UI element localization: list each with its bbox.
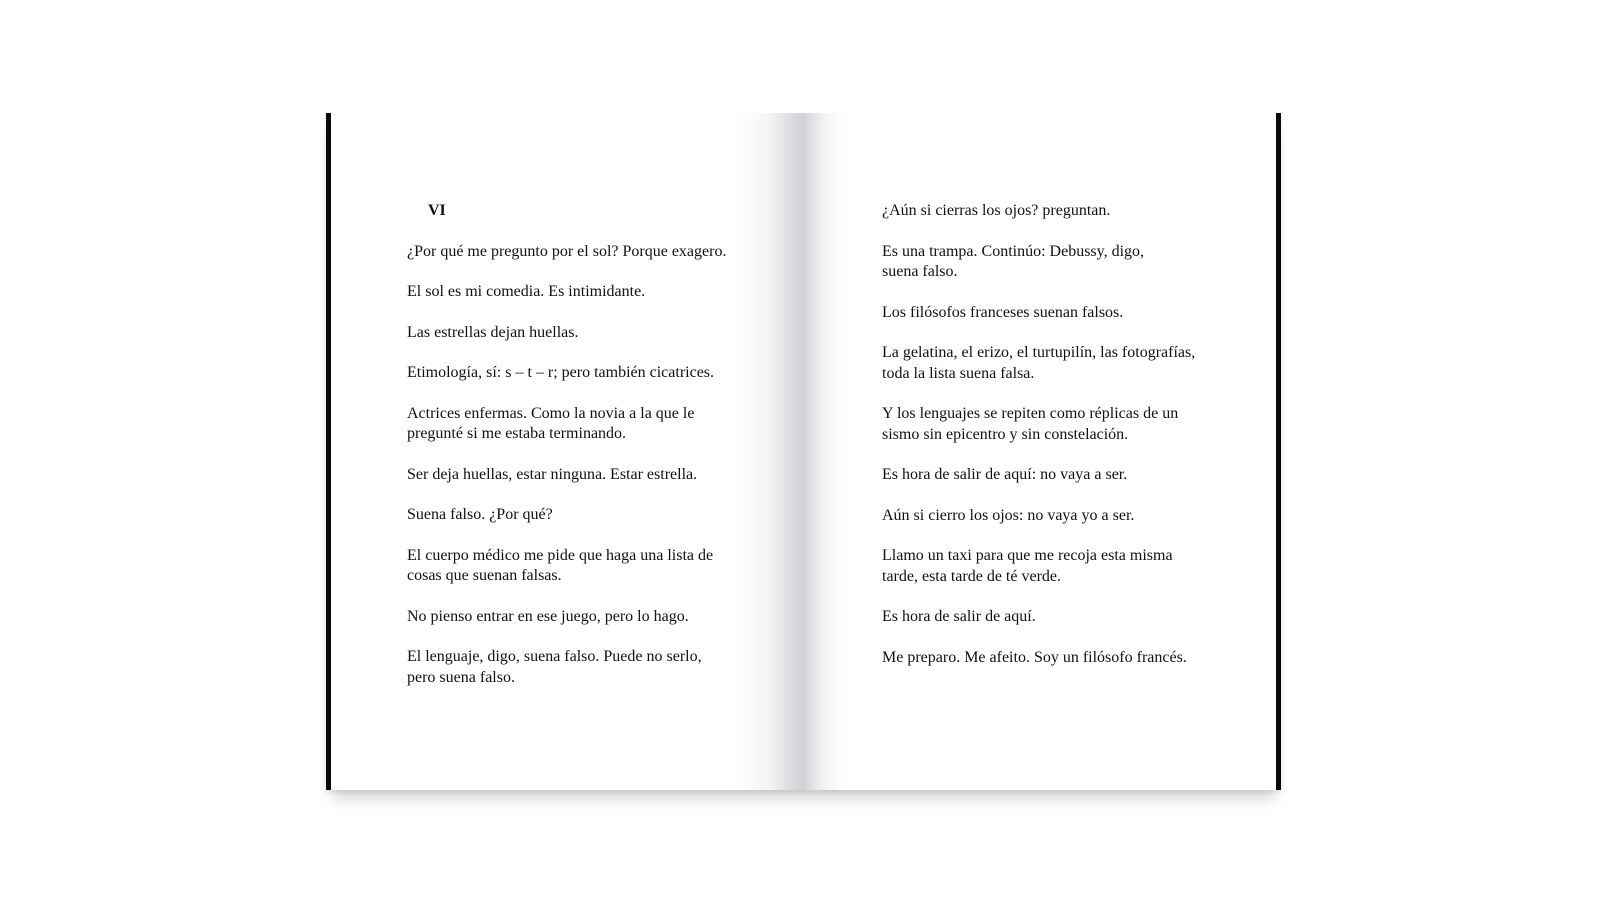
- paragraph: [882, 506, 1195, 527]
- text-line: El lenguaje, digo, suena falso. Puede no serlo,: [407, 648, 702, 665]
- text-line: ¿Aún si cierras los ojos? preguntan.: [882, 202, 1111, 219]
- text-line: pregunté si me estaba terminando.: [407, 425, 627, 442]
- text-line: Los filósofos franceses suenan falsos.: [882, 303, 1124, 321]
- book-cover-edge-right: [1276, 113, 1281, 790]
- paragraph: [407, 546, 726, 587]
- paragraph: [407, 242, 726, 263]
- left-page-text: [407, 201, 726, 708]
- right-page: [803, 113, 1276, 790]
- paragraph: [407, 505, 726, 526]
- paragraph: [407, 607, 726, 628]
- text-line: Y los lenguajes se repiten como réplicas de un: [882, 405, 1179, 422]
- text-line: ¿Por qué me pregunto por el sol? Porque exagero.: [407, 242, 727, 260]
- text-line: El cuerpo médico me pide que haga una lista de: [407, 546, 714, 564]
- text-line: tarde, esta tarde de té verde.: [882, 567, 1062, 585]
- text-line: Etimología, sí: s – t – r; pero también cicatrices.: [407, 364, 715, 381]
- text-line: Las estrellas dejan huellas.: [407, 323, 579, 341]
- paragraph: [882, 343, 1195, 384]
- text-line: Es una trampa. Continúo: Debussy, digo,: [882, 242, 1145, 260]
- paragraph: [407, 323, 726, 344]
- paragraph: [882, 242, 1195, 283]
- paragraph: [882, 465, 1195, 486]
- text-line: El sol es mi comedia. Es intimidante.: [407, 283, 646, 300]
- text-line: Llamo un taxi para que me recoja esta misma: [882, 547, 1173, 564]
- text-line: cosas que suenan falsas.: [407, 567, 562, 584]
- paragraph: [882, 303, 1195, 324]
- paragraph: [407, 647, 726, 688]
- paragraph: [407, 404, 726, 445]
- text-line: suena falso.: [882, 263, 958, 280]
- poem-section-numeral: VI: [428, 202, 446, 219]
- paragraph: [407, 363, 726, 384]
- text-line: Suena falso. ¿Por qué?: [407, 506, 553, 523]
- left-page: [331, 113, 803, 790]
- paragraph: [882, 648, 1195, 669]
- paragraph: [407, 282, 726, 303]
- text-line: Aún si cierro los ojos: no vaya yo a ser.: [882, 506, 1135, 524]
- paragraph: [882, 546, 1195, 587]
- text-line: pero suena falso.: [407, 668, 515, 686]
- paragraph: [882, 201, 1195, 222]
- paragraph: [882, 607, 1195, 628]
- text-line: La gelatina, el erizo, el turtupilín, las fotografías,: [882, 344, 1196, 361]
- text-line: No pienso entrar en ese juego, pero lo hago.: [407, 607, 689, 625]
- paragraph: [407, 465, 726, 486]
- paragraph: [882, 404, 1195, 445]
- text-line: Ser deja huellas, estar ninguna. Estar estrella.: [407, 465, 698, 483]
- text-line: Me preparo. Me afeito. Soy un filósofo francés.: [882, 648, 1187, 666]
- text-line: sismo sin epicentro y sin constelación.: [882, 425, 1129, 443]
- text-line: Actrices enfermas. Como la novia a la que le: [407, 404, 695, 422]
- text-line: Es hora de salir de aquí: no vaya a ser.: [882, 466, 1128, 483]
- text-line: Es hora de salir de aquí.: [882, 608, 1036, 625]
- right-page-text: [882, 201, 1195, 688]
- text-line: toda la lista suena falsa.: [882, 364, 1035, 382]
- open-book: [326, 113, 1281, 790]
